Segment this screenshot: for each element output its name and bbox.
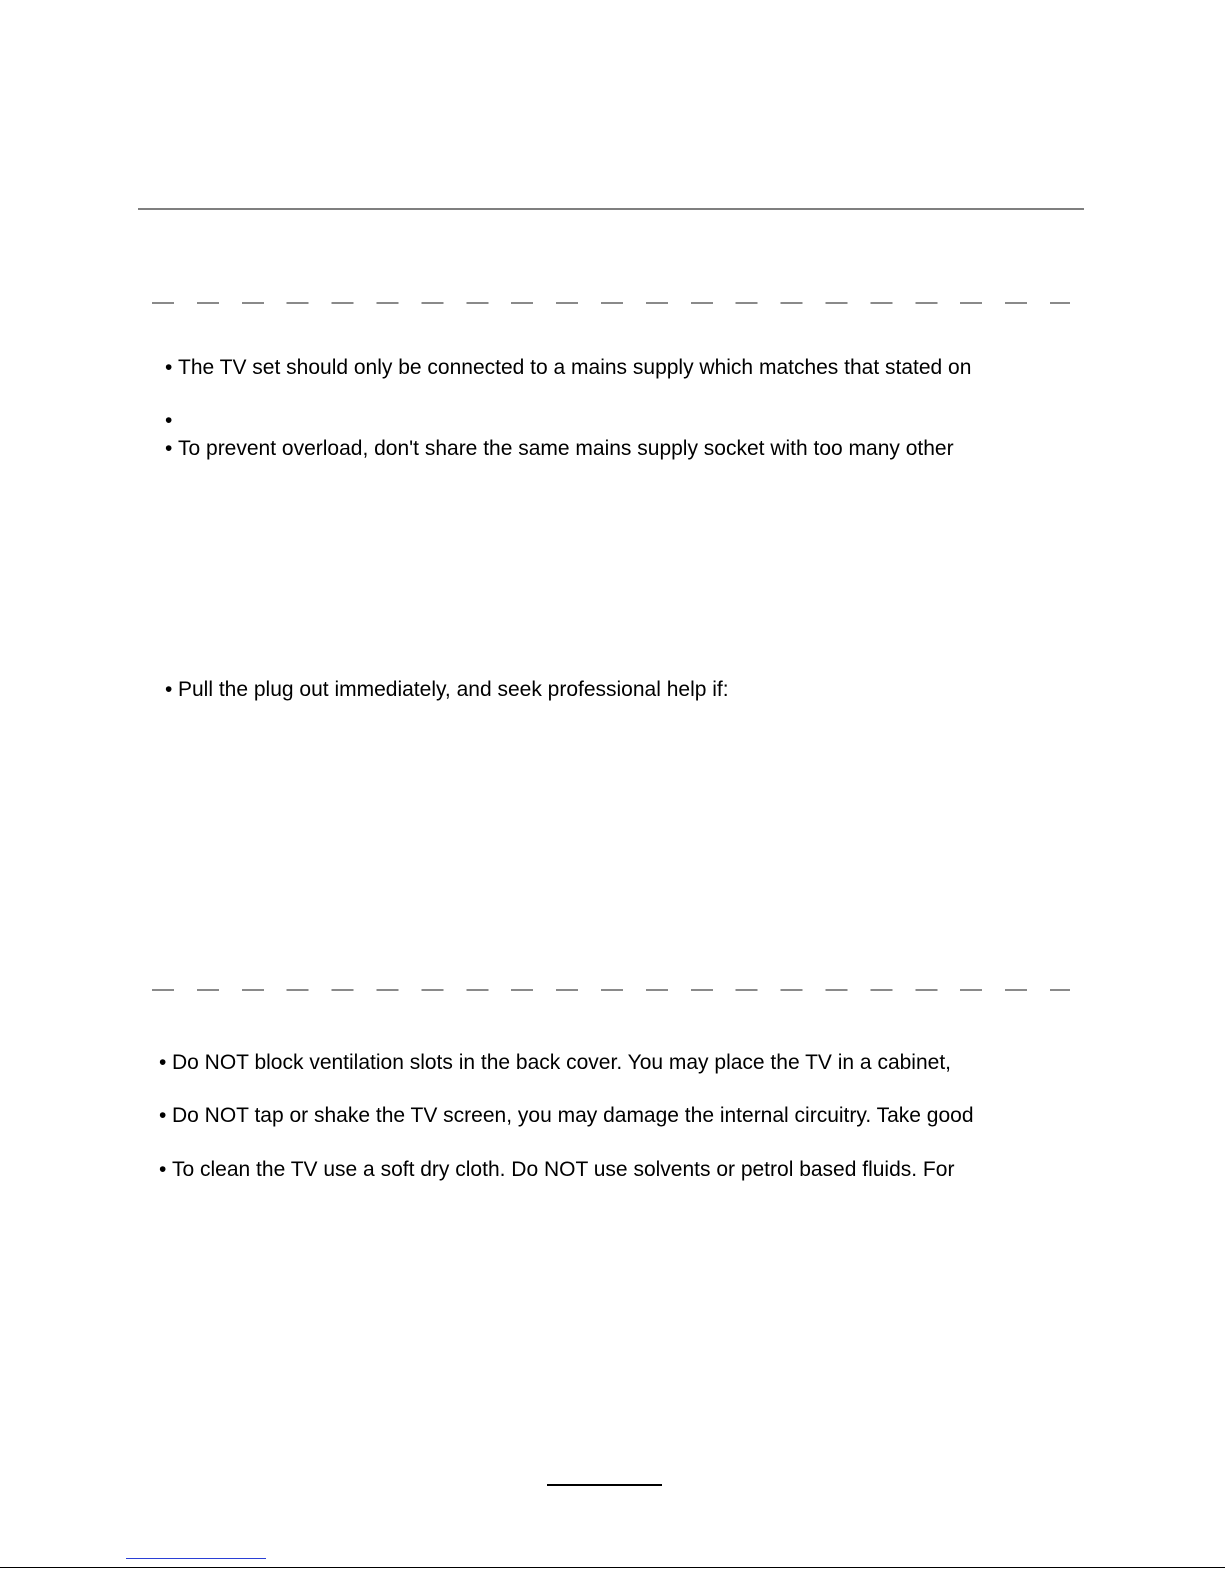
bullet-marker: • xyxy=(159,1104,167,1127)
bullet-marker: • xyxy=(165,356,173,379)
list-item xyxy=(159,1050,951,1076)
header-rule xyxy=(138,208,1084,210)
list-item xyxy=(165,677,729,703)
list-item xyxy=(159,1103,974,1129)
list-item xyxy=(165,408,178,434)
list-item-text: Do NOT tap or shake the TV screen, you may damage the internal circuitry. Take good xyxy=(172,1104,974,1127)
section-divider-power xyxy=(152,302,1070,304)
bullet-marker: • xyxy=(165,409,173,432)
list-item-text: Pull the plug out immediately, and seek professional help if: xyxy=(178,678,729,701)
list-item-text: To prevent overload, don't share the same mains supply socket with too many other xyxy=(178,437,954,460)
bullet-marker: • xyxy=(159,1158,167,1181)
bullet-marker: • xyxy=(165,678,173,701)
page-bottom-border xyxy=(0,1567,1225,1568)
bullet-marker: • xyxy=(159,1051,167,1074)
list-item xyxy=(165,436,954,462)
footer-link-underline xyxy=(126,1558,266,1559)
list-item xyxy=(165,355,971,381)
list-item-text: The TV set should only be connected to a mains supply which matches that stated on xyxy=(178,356,972,379)
page-number-underline xyxy=(547,1484,662,1486)
list-item-text: To clean the TV use a soft dry cloth. Do NOT use solvents or petrol based fluids. For xyxy=(172,1158,955,1181)
list-item-text: Do NOT block ventilation slots in the back cover. You may place the TV in a cabinet, xyxy=(172,1051,951,1074)
list-item xyxy=(159,1157,954,1183)
bullet-marker: • xyxy=(165,437,173,460)
section-divider-care xyxy=(152,989,1070,991)
